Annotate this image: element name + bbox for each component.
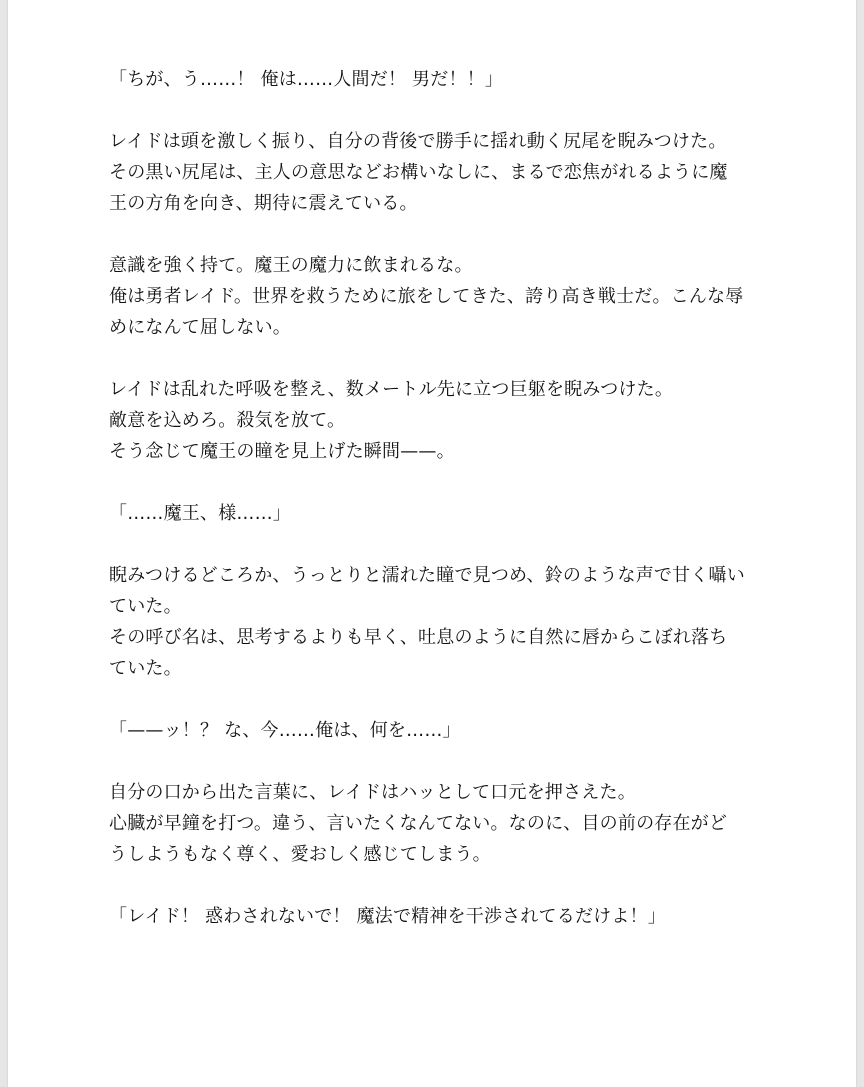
paragraph-4 xyxy=(109,374,769,467)
text-line: 心臓が早鐘を打つ。違う、言いたくなんてない。なのに、目の前の存在がど xyxy=(109,813,728,834)
text-line: その黒い尻尾は、主人の意思などお構いなしに、まるで恋焦がれるように魔 xyxy=(109,162,728,183)
paragraph-8 xyxy=(109,777,769,870)
text-line: めになんて屈しない。 xyxy=(109,317,291,338)
text-line: 自分の口から出た言葉に、レイドはハッとして口元を押さえた。 xyxy=(109,782,636,803)
paragraph-1 xyxy=(109,64,769,95)
document-body xyxy=(109,64,769,963)
text-line: 「ちが、う……！ 俺は……人間だ！ 男だ！！」 xyxy=(109,69,504,90)
text-line: 王の方角を向き、期待に震えている。 xyxy=(109,193,418,214)
text-line: 「……魔王、様……」 xyxy=(109,503,291,524)
text-line: レイドは乱れた呼吸を整え、数メートル先に立つ巨躯を睨みつけた。 xyxy=(109,379,674,400)
text-line: ていた。 xyxy=(109,658,182,679)
paragraph-9 xyxy=(109,901,769,932)
text-line: 睨みつけるどころか、うっとりと濡れた瞳で見つめ、鈴のような声で甘く囁い xyxy=(109,565,745,586)
text-line: 俺は勇者レイド。世界を救うために旅をしてきた、誇り高き戦士だ。こんな辱 xyxy=(109,286,744,307)
document-page xyxy=(8,0,856,1087)
paragraph-3 xyxy=(109,250,769,343)
text-line: 「——ッ！？ な、今……俺は、何を……」 xyxy=(109,720,461,741)
text-line: 敵意を込めろ。殺気を放て。 xyxy=(109,410,346,431)
paragraph-6 xyxy=(109,560,769,684)
text-line: ていた。 xyxy=(109,596,182,617)
text-line: レイドは頭を激しく振り、自分の背後で勝手に揺れ動く尻尾を睨みつけた。 xyxy=(109,131,727,152)
text-line: その呼び名は、思考するよりも早く、吐息のように自然に唇からこぼれ落ち xyxy=(109,627,728,648)
paragraph-5 xyxy=(109,498,769,529)
paragraph-7 xyxy=(109,715,769,746)
paragraph-2 xyxy=(109,126,769,219)
text-line: うしようもなく尊く、愛おしく感じてしまう。 xyxy=(109,844,491,865)
text-line: そう念じて魔王の瞳を見上げた瞬間——。 xyxy=(109,441,455,462)
text-line: 意識を強く持て。魔王の魔力に飲まれるな。 xyxy=(109,255,473,276)
text-line: 「レイド！ 惑わされないで！ 魔法で精神を干渉されてるだけよ！」 xyxy=(109,906,666,927)
